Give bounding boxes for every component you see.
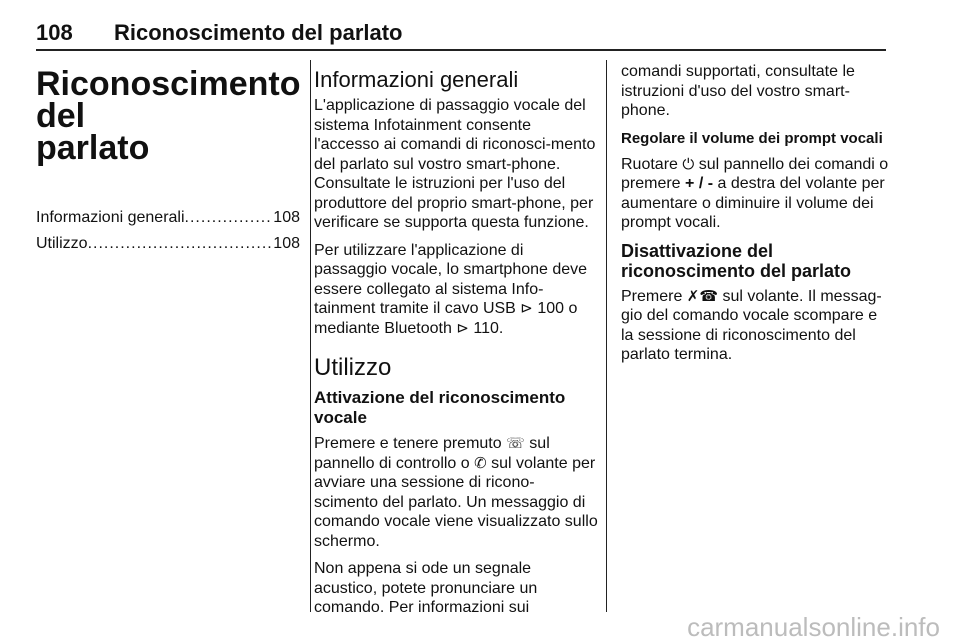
section-heading: Informazioni generali bbox=[314, 67, 519, 92]
column-middle bbox=[314, 62, 598, 626]
toc-label: Utilizzo bbox=[36, 235, 88, 252]
page-header bbox=[0, 0, 960, 52]
header-rule bbox=[36, 49, 886, 51]
paragraph: comandi supportati, consultate le istruzioni d'uso del vostro smart-phone. bbox=[621, 63, 855, 119]
paragraph: Premere ✗☎ sul volante. Il messag-gio del comando vocale scompare e la sessione di riconoscimento del parlato termina. bbox=[621, 287, 882, 363]
table-of-contents bbox=[36, 208, 300, 254]
chapter-title-line: parlato bbox=[36, 129, 150, 167]
power-knob-icon: ⏻ bbox=[682, 155, 695, 173]
page-ref[interactable]: 110 bbox=[473, 319, 499, 337]
page-number: 108 bbox=[36, 20, 73, 45]
toc-entry[interactable] bbox=[36, 208, 300, 228]
sub-heading: Attivazione del riconoscimento vocale bbox=[314, 388, 566, 427]
paragraph: Premere e tenere premuto ☏ sul pannello di controllo o ✆ sul volante per avviare una sessione di ricono-scimento del parlato. Un messaggio di comando vocale viene visualizzato sullo schermo. bbox=[314, 435, 598, 550]
sub-heading: Disattivazione del riconoscimento del parlato bbox=[621, 240, 852, 281]
toc-entry[interactable] bbox=[36, 234, 300, 254]
watermark: carmanualsonline.info bbox=[687, 612, 940, 642]
page-ref-icon: ⊳ bbox=[520, 300, 533, 317]
voice-phone-icon: ✆ bbox=[474, 454, 487, 472]
column-left bbox=[36, 62, 300, 260]
page-ref-icon: ⊳ bbox=[456, 319, 469, 337]
page-ref[interactable]: 100 bbox=[537, 300, 565, 317]
mute-end-call-icon: ✗☎ bbox=[686, 287, 719, 305]
column-right bbox=[621, 62, 893, 373]
sub-heading: Regolare il volume dei prompt vocali bbox=[621, 129, 883, 147]
column-divider bbox=[310, 60, 311, 612]
running-title: Riconoscimento del parlato bbox=[114, 20, 403, 45]
section-heading: Utilizzo bbox=[314, 354, 392, 381]
toc-leader bbox=[88, 234, 274, 254]
paragraph: Non appena si ode un segnale acustico, potete pronunciare un comando. Per informazioni sui bbox=[314, 560, 538, 616]
toc-label: Informazioni generali bbox=[36, 209, 185, 226]
paragraph: Ruotare ⏻ sul pannello dei comandi o premere + / - a destra del volante per aumentare o diminuire il volume dei prompt vocali. bbox=[621, 155, 889, 231]
toc-page: 108 bbox=[273, 209, 300, 226]
toc-leader bbox=[185, 208, 274, 228]
phone-icon: ☏ bbox=[506, 435, 525, 452]
chapter-title-line: Riconoscimento del bbox=[36, 65, 301, 135]
chapter-title bbox=[36, 65, 301, 167]
paragraph: L'applicazione di passaggio vocale del sistema Infotainment consente l'accesso ai comandi di riconosci-mento del parlato sul vostro smart-phone. Consultate le istruzioni per l'uso del produttore del proprio smart-phone, per verificare se supporta questa funzione. bbox=[314, 97, 596, 231]
paragraph: Per utilizzare l'applicazione di passaggio vocale, lo smartphone deve essere collegato al sistema Info-tainment tramite il cavo USB ⊳ 100 o mediante Bluetooth ⊳ 110. bbox=[314, 241, 588, 337]
toc-page: 108 bbox=[273, 235, 300, 252]
column-divider bbox=[606, 60, 607, 612]
